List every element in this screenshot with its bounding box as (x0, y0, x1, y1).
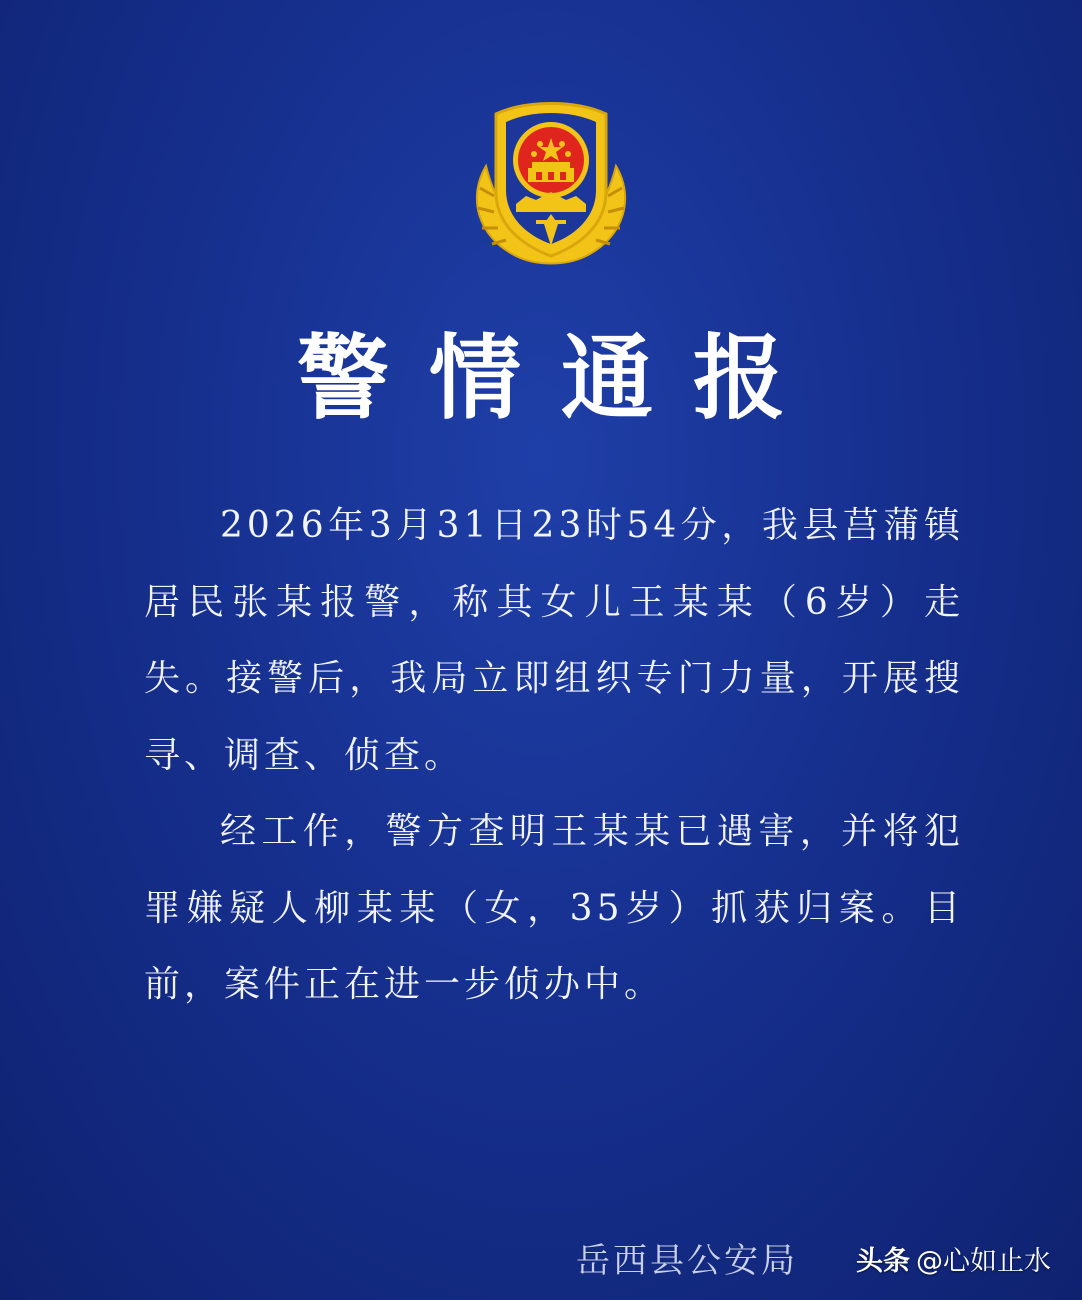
watermark-brand: 头条 (856, 1246, 910, 1277)
notice-body (144, 488, 964, 1024)
page-title: 警情通报 (296, 324, 825, 432)
paragraph: 经工作，警方查明王某某已遇害，并将犯罪嫌疑人柳某某（女，35岁）抓获归案。目前，案件正在进一步侦办中。 (144, 811, 964, 1005)
watermark (856, 1240, 1051, 1284)
paragraph: 2026年3月31日23时54分，我县莒蒲镇居民张某报警，称其女儿王某某（6岁）走失。接警后，我局立即组织专门力量，开展搜寻、调查、侦查。 (144, 505, 964, 776)
watermark-handle: @心如止水 (916, 1246, 1051, 1277)
issuer-signature: 岳西县公安局 (576, 1241, 798, 1281)
police-emblem-icon (466, 96, 636, 276)
